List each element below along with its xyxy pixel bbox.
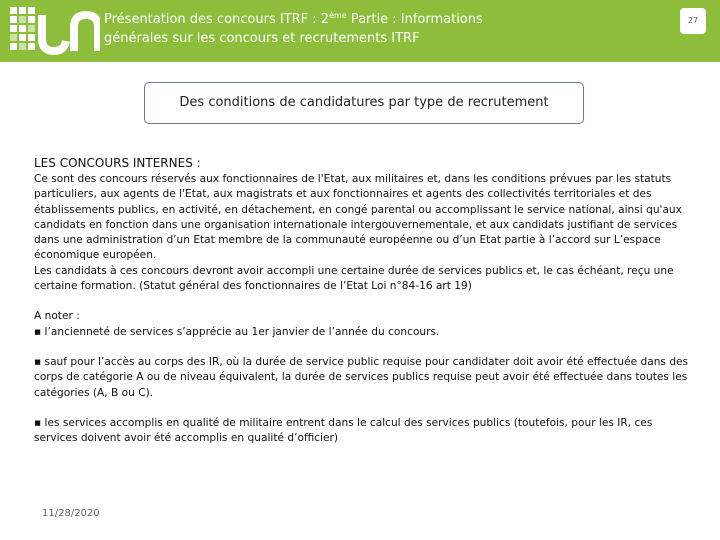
body-heading: LES CONCOURS INTERNES : bbox=[34, 156, 201, 170]
slide-header bbox=[0, 0, 720, 62]
note-bullet-1: ▪ l’ancienneté de services s’apprécie au 1er janvier de l’année du concours. bbox=[34, 325, 440, 338]
slide-title-part2: Partie : Informations bbox=[346, 12, 483, 27]
spacer bbox=[34, 294, 694, 309]
university-logo-icon bbox=[8, 5, 100, 57]
note-bullet-3: ▪ les services accomplis en qualité de militaire entrent dans le calcul des services publics (toutefois, pour les IR, ces services doivent avoir été accomplis en qualité d’officier) bbox=[34, 416, 653, 445]
slide-title-part1: Présentation des concours ITRF : 2 bbox=[104, 12, 330, 27]
footer-date: 11/28/2020 bbox=[42, 508, 100, 519]
slide-title-superscript: ème bbox=[329, 11, 347, 20]
note-bullet-2: ▪ sauf pour l’accès au corps des IR, où la durée de service public requise pour candidater doit avoir été effectuée dans des corps de catégorie A ou de niveau équivalent, la durée de services publics requise peut avoir été effectuée dans toutes les catégories (A, B ou C). bbox=[34, 355, 689, 399]
spacer bbox=[34, 340, 694, 355]
slide-title bbox=[104, 10, 534, 48]
note-label: A noter : bbox=[34, 310, 80, 323]
body-paragraph-1: Ce sont des concours réservés aux fonctionnaires de l'Etat, aux militaires et, dans les conditions prévues par les statuts particuliers, aux agents de l'Etat, aux magistrats et aux fonctionnaires et agents des collectivités territoriales et des établissements publics, en activité, en détachement, en congé parental ou accomplissant le service national, ainsi qu'aux candidats en fonction dans une organisation internationale intergouvernementale, et aux candidats justifiant de services dans une administration d’un Etat membre de la communauté européenne ou d’un Etat partie à l’accord sur L’espace économique européen. bbox=[34, 173, 682, 262]
section-title-box: Des conditions de candidatures par type de recrutement bbox=[144, 82, 584, 124]
spacer bbox=[34, 401, 694, 416]
body-paragraph-2: Les candidats à ces concours devront avoir accompli une certaine durée de services publics et, le cas échéant, reçu une certaine formation. (Statut général des fonctionnaires de l’Etat Loi n°84-16 art 19) bbox=[34, 264, 674, 293]
page-number-badge: 27 bbox=[680, 8, 706, 34]
slide-body bbox=[34, 155, 694, 446]
slide-title-line2: générales sur les concours et recrutements ITRF bbox=[104, 31, 420, 46]
